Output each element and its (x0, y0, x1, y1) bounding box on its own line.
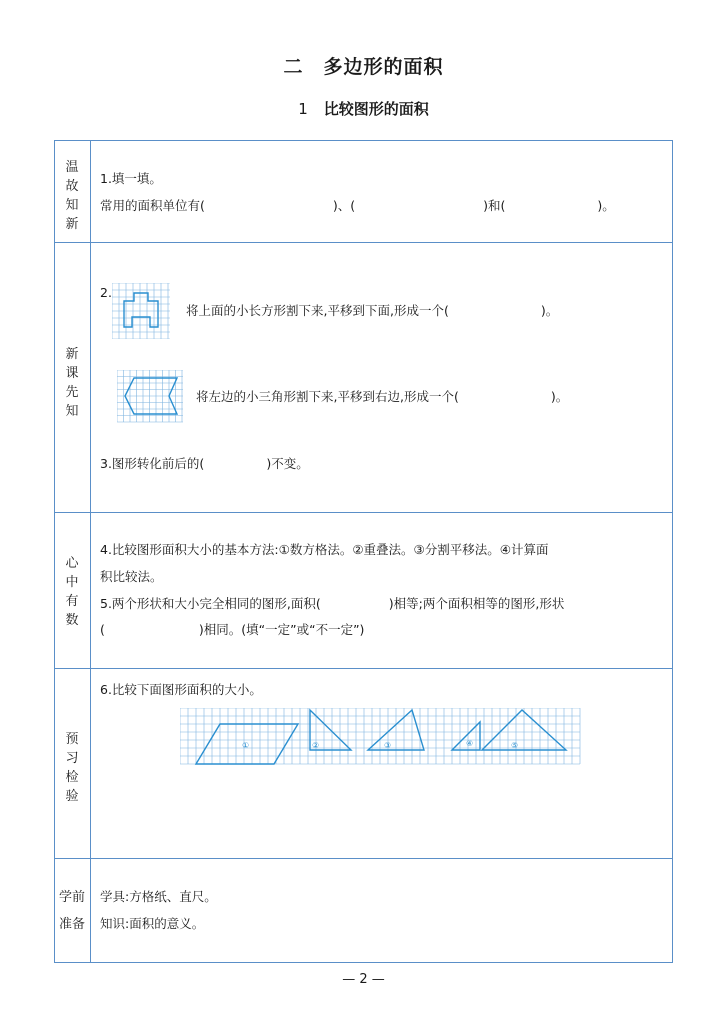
shape-1-label: ① (242, 741, 250, 750)
q2-line2: 将左边的小三角形割下来,平移到右边,形成一个( )。 (196, 389, 569, 404)
section-label-preview-check: 预 习 检 验 (65, 732, 79, 804)
q5-line2: ( )相同。(填“一定”或“不一定”) (100, 622, 365, 637)
section-label-new-lesson: 新 课 先 知 (65, 347, 79, 419)
q6-grid-figure (180, 708, 582, 766)
label-column-divider (90, 140, 91, 963)
shape-4-label: ④ (466, 739, 474, 748)
shape-3-label: ③ (384, 741, 392, 750)
row-divider (54, 668, 673, 669)
q5-line1: 5.两个形状和大小完全相同的图形,面积( )相等;两个面积相等的图形,形状 (100, 596, 565, 611)
section-label-key-points: 心 中 有 数 (65, 556, 79, 628)
section-label-review: 温 故 知 新 (65, 160, 79, 232)
row-divider (54, 242, 673, 243)
q2-grid-figure-2 (117, 370, 183, 426)
q2-number: 2. (100, 285, 112, 300)
q2-grid-figure-1 (112, 283, 170, 339)
row-divider (54, 512, 673, 513)
section-label-preparation: 学前 准备 (58, 890, 85, 932)
prep-tools: 学具:方格纸、直尺。 (100, 889, 217, 904)
q6-heading: 6.比较下面图形面积的大小。 (100, 682, 262, 697)
q4-line2: 积比较法。 (100, 569, 163, 584)
q3-line: 3.图形转化前后的( )不变。 (100, 456, 309, 471)
q1-heading: 1.填一填。 (100, 171, 162, 186)
q1-line: 常用的面积单位有( )、( )和( )。 (100, 198, 615, 213)
q2-line1: 将上面的小长方形割下来,平移到下面,形成一个( )。 (186, 303, 559, 318)
prep-knowledge: 知识:面积的意义。 (100, 916, 205, 931)
lesson-title-text: 比较图形的面积 (323, 100, 429, 118)
row-divider (54, 858, 673, 859)
lesson-number: 1 (298, 100, 308, 118)
q4-line1: 4.比较图形面积大小的基本方法:①数方格法。②重叠法。③分割平移法。④计算面 (100, 542, 549, 557)
lesson-title (0, 98, 727, 119)
chapter-title: 二 多边形的面积 (283, 56, 444, 78)
shape-5-label: ⑤ (511, 741, 519, 750)
page-number: — 2 — (342, 972, 385, 987)
shape-2-label: ② (312, 741, 320, 750)
